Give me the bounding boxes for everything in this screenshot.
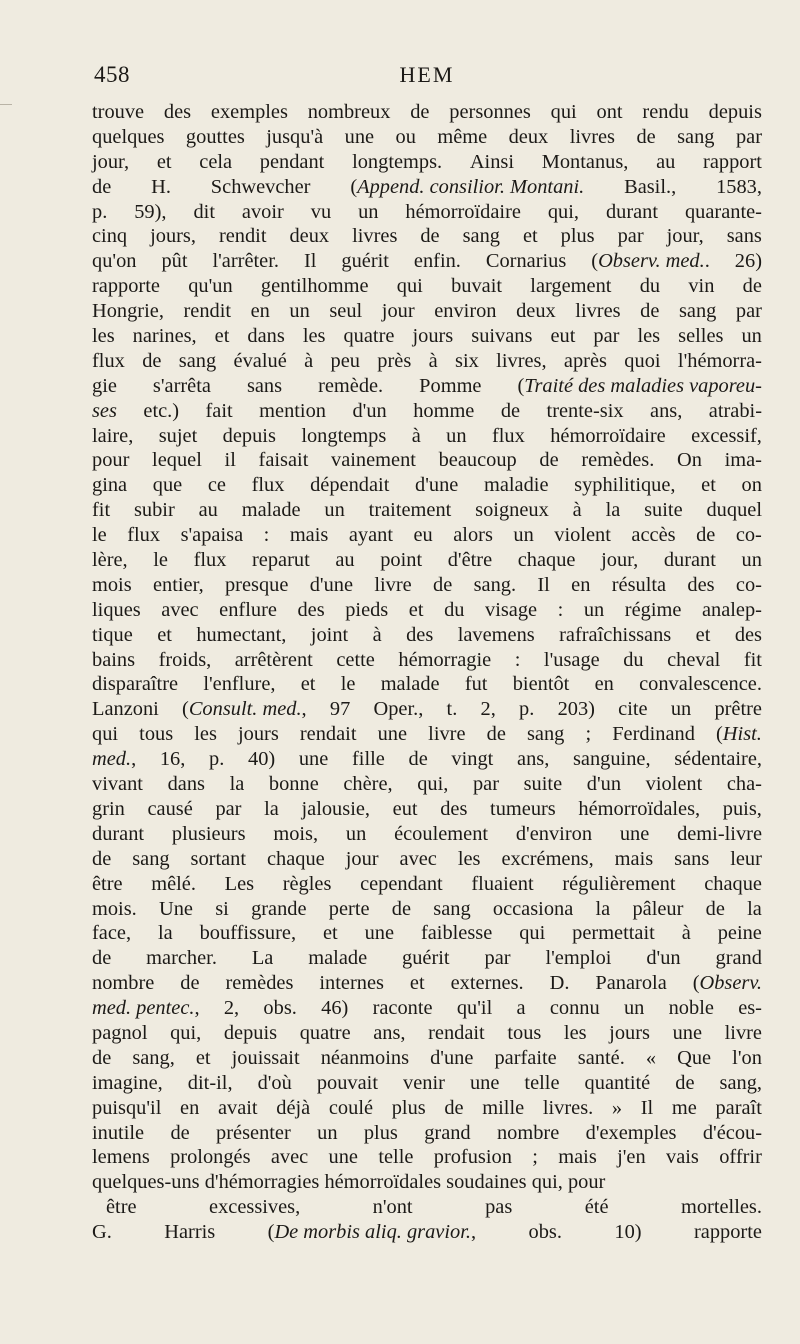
text-line: être mêlé. Les règles cependant fluaient régulièrement chaque	[92, 872, 762, 895]
page-header	[92, 62, 762, 96]
text-line: jour, et cela pendant longtemps. Ainsi Montanus, au rapport	[92, 150, 762, 173]
text-line: durant plusieurs mois, un écoulement d'environ une demi-livre	[92, 822, 762, 845]
text-line: les narines, et dans les quatre jours suivans eut par les selles un	[92, 325, 762, 348]
text-line: mois. Une si grande perte de sang occasiona la pâleur de la	[92, 897, 762, 920]
text-line: liques avec enflure des pieds et du visage : un régime analep-	[92, 598, 762, 621]
text-line: quelques-uns d'hémorragies hémorroïdales soudaines qui, pour	[92, 1171, 606, 1194]
text-line: imagine, dit-il, d'où pouvait venir une telle quantité de sang,	[92, 1071, 762, 1094]
text-line: pour lequel il faisait vainement beaucoup de remèdes. On ima-	[92, 449, 762, 472]
text-line: med. pentec., 2, obs. 46) raconte qu'il a connu un noble es-	[92, 997, 762, 1020]
text-line: vivant dans la bonne chère, qui, par suite d'un violent cha-	[92, 773, 762, 796]
text-line: med., 16, p. 40) une fille de vingt ans, sanguine, sédentaire,	[92, 748, 762, 771]
text-line: qu'on pût l'arrêter. Il guérit enfin. Cornarius (Observ. med.. 26)	[92, 250, 762, 273]
text-line: quelques gouttes jusqu'à une ou même deux livres de sang par	[92, 125, 762, 148]
text-line: lemens prolongés avec une telle profusion ; mais j'en vais offrir	[92, 1146, 762, 1169]
text-line: p. 59), dit avoir vu un hémorroïdaire qui, durant quarante-	[92, 200, 762, 223]
text-line: mois entier, presque d'une livre de sang. Il en résulta des co-	[92, 573, 762, 596]
text-line: inutile de présenter un plus grand nombre d'exemples d'écou-	[92, 1121, 762, 1144]
text-line: de sang sortant chaque jour avec les excrémens, mais sans leur	[92, 847, 762, 870]
text-line: qui tous les jours rendait une livre de sang ; Ferdinand (Hist.	[92, 723, 762, 746]
text-line: gina que ce flux dépendait d'une maladie syphilitique, et on	[92, 474, 762, 497]
text-line: gie s'arrêta sans remède. Pomme (Traité des maladies vaporeu-	[92, 374, 762, 397]
text-line: nombre de remèdes internes et externes. D. Panarola (Observ.	[92, 972, 762, 995]
margin-mark	[0, 104, 12, 105]
book-page	[92, 62, 762, 1245]
text-line: lère, le flux reparut au point d'être chaque jour, durant un	[92, 549, 762, 572]
text-line: rapporte qu'un gentilhomme qui buvait largement du vin de	[92, 275, 762, 298]
running-head: HEM	[399, 62, 455, 87]
text-line: le flux s'apaisa : mais ayant eu alors un violent accès de co-	[92, 524, 762, 547]
text-line: fit subir au malade un traitement soigneux à la suite duquel	[92, 499, 762, 522]
text-line: de sang, et jouissait néanmoins d'une parfaite santé. « Que l'on	[92, 1046, 762, 1069]
body-text	[92, 100, 762, 1245]
text-line: de marcher. La malade guérit par l'emploi d'un grand	[92, 947, 762, 970]
page-number: 458	[94, 62, 130, 87]
text-line: de H. Schwevcher (Append. consilior. Montani. Basil., 1583,	[92, 175, 762, 198]
text-line: flux de sang évalué à peu près à six livres, après quoi l'hémorra-	[92, 349, 762, 372]
text-line: face, la bouffissure, et une faiblesse qui permettait à peine	[92, 922, 762, 945]
text-line: laire, sujet depuis longtemps à un flux hémorroïdaire excessif,	[92, 424, 762, 447]
text-line: disparaître l'enflure, et le malade fut bientôt en convalescence.	[92, 673, 762, 696]
text-line: trouve des exemples nombreux de personnes qui ont rendu depuis	[92, 101, 762, 123]
text-line: puisqu'il en avait déjà coulé plus de mille livres. » Il me paraît	[92, 1096, 762, 1119]
text-line: Hongrie, rendit en un seul jour environ deux livres de sang par	[92, 300, 762, 323]
text-line: tique et humectant, joint à des lavemens rafraîchissans et des	[92, 623, 762, 646]
text-line: Lanzoni (Consult. med., 97 Oper., t. 2, p. 203) cite un prêtre	[92, 698, 762, 721]
text-line: bains froids, arrêtèrent cette hémorragie : l'usage du cheval fit	[92, 648, 762, 671]
text-line: cinq jours, rendit deux livres de sang et plus par jour, sans	[92, 225, 762, 248]
text-line: ses etc.) fait mention d'un homme de trente-six ans, atrabi-	[92, 399, 762, 422]
text-line: pagnol qui, depuis quatre ans, rendait tous les jours une livre	[92, 1021, 762, 1044]
text-line: grin causé par la jalousie, eut des tumeurs hémorroïdales, puis,	[92, 797, 762, 820]
text-line: être excessives, n'ont pas été mortelles.	[106, 1196, 762, 1219]
text-line: G. Harris (De morbis aliq. gravior., obs. 10) rapporte	[92, 1221, 762, 1244]
